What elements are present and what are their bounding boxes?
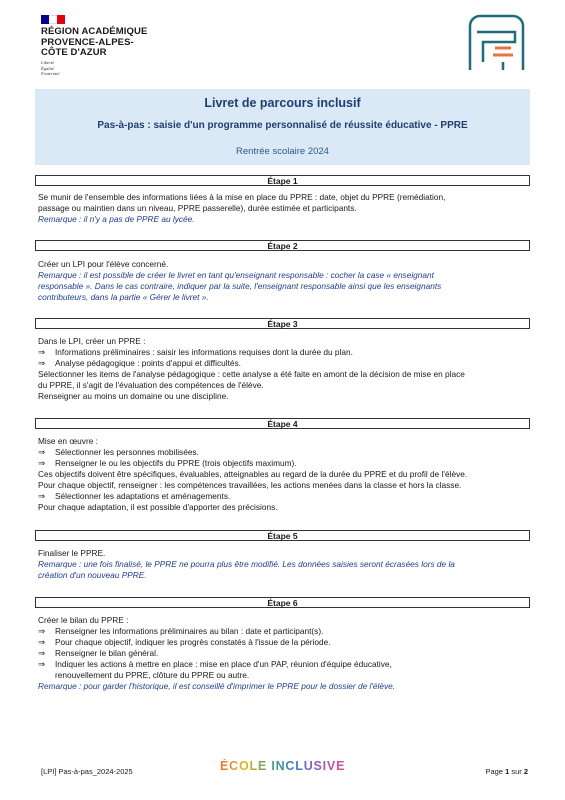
step-5-body: Finaliser le PPRE. Remarque : une fois finalisé, le PPRE ne pourra plus être modifié. Les données saisies seront écrasées lors de la création d'un nouveau PPRE. xyxy=(38,548,528,581)
step-2-remark: Remarque : il est possible de créer le livret en tant qu'enseignant responsable : cocher la case « enseignant responsable ». Dans le cas contraire, indiquer par la suite, l'enseignant responsable ainsi que les enseignants contributeurs, dans la partie « Gérer le livret ». xyxy=(38,270,442,302)
arrow-right-icon: ⇒ xyxy=(38,637,45,647)
step-5-header: Étape 5 xyxy=(35,530,530,541)
step-1-header: Étape 1 xyxy=(35,175,530,186)
step-3-body: Dans le LPI, créer un PPRE : ⇒ Informations préliminaires : saisir les informations requises dont la durée du plan. ⇒ Analyse pédagogique : points d'appui et difficultés. Sélectionner les items de l'analyse pédagogique : cette analyse a été faite en amont de la décision de mise en place du PPRE, il s'agit de l'évaluation des compétences de l'élève. Renseigner au moins un domaine ou une discipline. xyxy=(38,336,528,402)
region-name: RÉGION ACADÉMIQUE PROVENCE-ALPES- CÔTE D'AZUR xyxy=(41,26,148,58)
step-6-remark: Remarque : pour garder l'historique, il est conseillé d'imprimer le PPRE pour le dossier de l'élève. xyxy=(38,681,396,691)
step-6-body: Créer le bilan du PPRE : ⇒ Renseigner les informations préliminaires au bilan : date et participant(s). ⇒ Pour chaque objectif, indiquer les progrès constatés à l'issue de la période. ⇒ Renseigner le bilan général. ⇒ Indiquer les actions à mettre en place : mise en place d'un PAP, réunion d'équipe éducative, renouvellement du PPRE, clôture du PPRE ou autre. Remarque : pour garder l'historique, il est conseillé d'imprimer le PPRE pour le dossier de l'élève. xyxy=(38,615,528,692)
step-1-body: Se munir de l'ensemble des informations liées à la mise en place du PPRE : date, objet du PPRE (remédiation, passage ou maintien dans un niveau, PPRE passerelle), durée estimée et participants. Remarque : il n'y a pas de PPRE au lycée. xyxy=(38,192,528,225)
arrow-right-icon: ⇒ xyxy=(38,626,45,636)
list-item: ⇒ Renseigner les informations préliminaires au bilan : date et participant(s). xyxy=(38,626,324,636)
marianne-flag-icon xyxy=(41,15,65,24)
list-item: ⇒ Indiquer les actions à mettre en place : mise en place d'un PAP, réunion d'équipe éducative, renouvellement du PPRE, clôture du PPRE ou autre. xyxy=(38,659,392,680)
step-2-header: Étape 2 xyxy=(35,240,530,251)
step-4-body: Mise en œuvre : ⇒ Sélectionner les personnes mobilisées. ⇒ Renseigner le ou les objectifs du PPRE (trois objectifs maximum). Ces objectifs doivent être spécifiques, évaluables, atteignables au regard de la durée du PPRE et du profil de l'élève. Pour chaque objectif, renseigner : les compétences travaillées, les actions menées dans la classe et hors la classe. ⇒ Sélectionner les adaptations et aménagements. Pour chaque adaptation, il est possible d'apporter des précisions. xyxy=(38,436,528,513)
arrow-right-icon: ⇒ xyxy=(38,447,45,457)
list-item: ⇒ Renseigner le ou les objectifs du PPRE (trois objectifs maximum). xyxy=(38,458,297,468)
arrow-right-icon: ⇒ xyxy=(38,358,45,368)
list-item: ⇒ Pour chaque objectif, indiquer les progrès constatés à l'issue de la période. xyxy=(38,637,331,647)
arrow-right-icon: ⇒ xyxy=(38,458,45,468)
list-item: ⇒ Renseigner le bilan général. xyxy=(38,648,159,658)
step-5-remark: Remarque : une fois finalisé, le PPRE ne pourra plus être modifié. Les données saisies seront écrasées lors de la création d'un nouveau PPRE. xyxy=(38,559,455,580)
step-2-body: Créer un LPI pour l'élève concerné. Remarque : il est possible de créer le livret en tant qu'enseignant responsable : cocher la case « enseignant responsable ». Dans le cas contraire, indiquer par la suite, l'enseignant responsable ainsi que les enseignants contributeurs, dans la partie « Gérer le livret ». xyxy=(38,259,528,303)
arrow-right-icon: ⇒ xyxy=(38,347,45,357)
list-item: ⇒ Informations préliminaires : saisir les informations requises dont la durée du plan. xyxy=(38,347,353,357)
document-subtitle: Pas-à-pas : saisie d'un programme personnalisé de réussite éducative - PPRE xyxy=(97,120,468,131)
arrow-right-icon: ⇒ xyxy=(38,648,45,658)
step-4-header: Étape 4 xyxy=(35,418,530,429)
footer-document-name: [LPI] Pas-à-pas_2024-2025 xyxy=(41,767,133,776)
ecole-inclusive-logo: ÉCOLE INCLUSIVE xyxy=(220,759,346,773)
step-1-remark: Remarque : il n'y a pas de PPRE au lycée. xyxy=(38,214,195,224)
arrow-right-icon: ⇒ xyxy=(38,491,45,501)
school-year: Rentrée scolaire 2024 xyxy=(236,146,329,157)
step-6-header: Étape 6 xyxy=(35,597,530,608)
list-item: ⇒ Sélectionner les adaptations et aménagements. xyxy=(38,491,231,501)
list-item: ⇒ Sélectionner les personnes mobilisées. xyxy=(38,447,199,457)
lpi-logo-icon xyxy=(467,14,525,72)
arrow-right-icon: ⇒ xyxy=(38,659,45,669)
step-3-header: Étape 3 xyxy=(35,318,530,329)
page-number: Page 1 sur 2 xyxy=(485,767,528,776)
republic-motto: Liberté Égalité Fraternité xyxy=(41,60,60,76)
document-title: Livret de parcours inclusif xyxy=(204,96,361,110)
list-item: ⇒ Analyse pédagogique : points d'appui et difficultés. xyxy=(38,358,241,368)
